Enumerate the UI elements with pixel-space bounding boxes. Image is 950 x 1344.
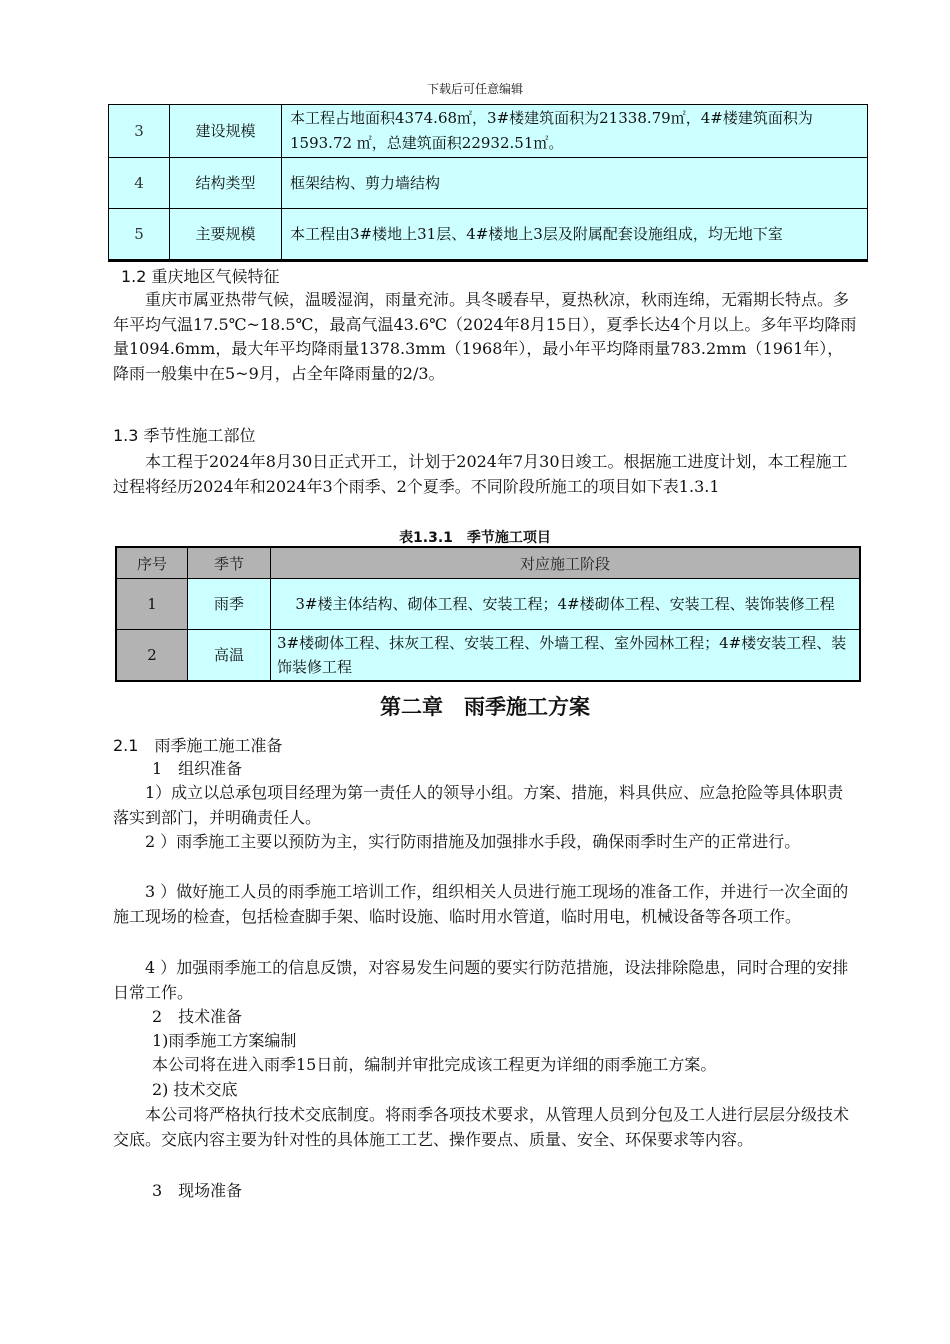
header-note: 下载后可任意编辑 (426, 82, 523, 96)
column-header: 季节 (188, 547, 271, 579)
sub-item-heading: 1)雨季施工方案编制 (152, 1031, 297, 1050)
section-heading: 1.3 季节性施工部位 (113, 426, 256, 445)
paragraph: 重庆市属亚热带气候，温暖湿润，雨量充沛。具冬暖春早，夏热秋凉，秋雨连绵，无霜期长特点。多年平均气温17.5℃~18.5℃，最高气温43.6℃（2024年8月15日），夏季长达4个月以上。多年平均降雨量1094.6mm，最大年平均降雨量1378.3mm（1968年），最小年平均降雨量783.2mm（1961年），降雨一般集中在5~9月，占全年降雨量的2/3。 (113, 290, 857, 383)
row-content: 本工程由3#楼地上31层、4#楼地上3层及附属配套设施组成，均无地下室 (282, 209, 868, 261)
table-row (109, 209, 868, 261)
sub-item-heading: 2) 技术交底 (152, 1080, 238, 1099)
row-content: 框架结构、剪力墙结构 (282, 158, 868, 209)
list-item: 2 ）雨季施工主要以预防为主，实行防雨措施及加强排水手段，确保雨季时生产的正常进行。 (145, 832, 801, 851)
list-item: 3 ）做好施工人员的雨季施工培训工作，组织相关人员进行施工现场的准备工作，并进行一次全面的施工现场的检查，包括检查脚手架、临时设施、临时用水管道，临时用电，机械设备等各项工作。 (113, 882, 849, 926)
row-number: 4 (109, 158, 170, 209)
row-number: 1 (116, 579, 188, 630)
row-number: 2 (116, 630, 188, 682)
row-season: 雨季 (188, 579, 271, 630)
table-row (116, 630, 860, 682)
paragraph: 本公司将在进入雨季15日前，编制并审批完成该工程更为详细的雨季施工方案。 (152, 1055, 717, 1074)
paragraph: 本公司将严格执行技术交底制度。将雨季各项技术要求，从管理人员到分包及工人进行层层分级技术交底。交底内容主要为针对性的具体施工工艺、操作要点、质量、安全、环保要求等内容。 (113, 1105, 850, 1149)
list-item: 4 ）加强雨季施工的信息反馈，对容易发生问题的要实行防范措施，设法排除隐患，同时合理的安排日常工作。 (113, 958, 849, 1002)
section-heading: 1.2 重庆地区气候特征 (121, 267, 280, 286)
subsection-heading: 3 现场准备 (152, 1181, 243, 1200)
paragraph: 本工程于2024年8月30日正式开工，计划于2024年7月30日竣工。根据施工进度计划，本工程施工过程将经历2024年和2024年3个雨季、2个夏季。不同阶段所施工的项目如下表1.3.1 (113, 452, 848, 496)
row-season: 高温 (188, 630, 271, 682)
column-header: 序号 (116, 547, 188, 579)
subsection-heading: 2 技术准备 (152, 1007, 243, 1026)
row-label: 主要规模 (170, 209, 282, 261)
row-number: 5 (109, 209, 170, 261)
row-label: 结构类型 (170, 158, 282, 209)
section-heading: 2.1 雨季施工施工准备 (113, 736, 283, 755)
row-number: 3 (109, 105, 170, 158)
row-content: 本工程占地面积4374.68㎡，3#楼建筑面积为21338.79㎡，4#楼建筑面积为1593.72 ㎡，总建筑面积22932.51㎡。 (282, 105, 868, 158)
chapter-title: 第二章 雨季施工方案 (380, 695, 590, 719)
table-caption: 表1.3.1 季节施工项目 (399, 530, 551, 546)
subsection-heading: 1 组织准备 (152, 759, 243, 778)
project-info-table (108, 104, 868, 262)
table-row (109, 158, 868, 209)
seasonal-items-table (115, 546, 861, 682)
table-row (109, 105, 868, 158)
row-label: 建设规模 (170, 105, 282, 158)
table-header-row (116, 547, 860, 579)
row-stage: 3#楼主体结构、砌体工程、安装工程；4#楼砌体工程、安装工程、装饰装修工程 (271, 579, 861, 630)
list-item: 1）成立以总承包项目经理为第一责任人的领导小组。方案、措施，料具供应、应急抢险等具体职责落实到部门，并明确责任人。 (113, 783, 844, 827)
table-row (116, 579, 860, 630)
row-stage: 3#楼砌体工程、抹灰工程、安装工程、外墙工程、室外园林工程；4#楼安装工程、装饰装修工程 (271, 630, 861, 682)
column-header: 对应施工阶段 (271, 547, 861, 579)
